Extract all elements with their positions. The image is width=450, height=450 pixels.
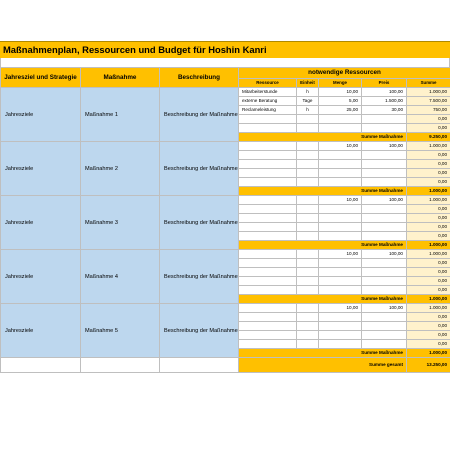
cell-preis[interactable] xyxy=(362,205,407,214)
cell-summe[interactable]: 0,00 xyxy=(407,124,450,133)
cell-summe[interactable]: 0,00 xyxy=(407,340,450,349)
cell-ressource[interactable] xyxy=(239,205,297,214)
cell-preis[interactable] xyxy=(362,232,407,241)
cell-menge[interactable] xyxy=(319,340,362,349)
total-row xyxy=(1,358,450,373)
cell-goal[interactable]: Jahresziele xyxy=(1,250,81,304)
cell-menge[interactable]: 10,00 xyxy=(319,196,362,205)
cell-einheit[interactable] xyxy=(297,169,319,178)
cell-ressource[interactable] xyxy=(239,250,297,259)
cell-ressource[interactable] xyxy=(239,196,297,205)
cell-summe[interactable]: 750,00 xyxy=(407,106,450,115)
cell-preis[interactable]: 100,00 xyxy=(362,250,407,259)
cell-goal[interactable]: Jahresziele xyxy=(1,142,81,196)
cell-ressource[interactable]: Mitarbeiterstunde xyxy=(239,88,297,97)
cell-ressource[interactable] xyxy=(239,286,297,295)
cell-measure[interactable]: Maßnahme 4 xyxy=(81,250,160,304)
cell-summe[interactable]: 7.500,00 xyxy=(407,97,450,106)
cell-einheit[interactable] xyxy=(297,313,319,322)
cell-einheit[interactable]: h xyxy=(297,88,319,97)
cell-einheit[interactable] xyxy=(297,259,319,268)
cell-summe[interactable]: 0,00 xyxy=(407,223,450,232)
cell-summe[interactable]: 1.000,00 xyxy=(407,250,450,259)
cell-einheit[interactable] xyxy=(297,151,319,160)
cell-einheit[interactable] xyxy=(297,331,319,340)
total-label[interactable]: Summe gesamt xyxy=(239,358,407,373)
cell-ressource[interactable] xyxy=(239,124,297,133)
cell-summe[interactable]: 0,00 xyxy=(407,259,450,268)
sheet-title: Maßnahmenplan, Ressourcen und Budget für Hoshin Kanri xyxy=(0,41,450,58)
cell-ressource[interactable] xyxy=(239,277,297,286)
cell-einheit[interactable]: Tage xyxy=(297,97,319,106)
cell-menge[interactable] xyxy=(319,232,362,241)
cell-einheit[interactable] xyxy=(297,322,319,331)
spreadsheet xyxy=(0,41,450,373)
total-empty-measure[interactable] xyxy=(81,358,160,373)
cell-preis[interactable] xyxy=(362,124,407,133)
cell-preis[interactable] xyxy=(362,151,407,160)
cell-preis[interactable] xyxy=(362,223,407,232)
cell-ressource[interactable] xyxy=(239,268,297,277)
measure-sum-value[interactable]: 1.000,00 xyxy=(407,295,450,304)
cell-preis[interactable] xyxy=(362,178,407,187)
measure-sum-label[interactable]: Summe Maßnahme xyxy=(239,295,407,304)
cell-ressource[interactable] xyxy=(239,160,297,169)
cell-menge[interactable] xyxy=(319,259,362,268)
cell-ressource[interactable] xyxy=(239,340,297,349)
cell-ressource[interactable] xyxy=(239,223,297,232)
cell-menge[interactable] xyxy=(319,268,362,277)
cell-ressource[interactable]: Reclameleistung xyxy=(239,106,297,115)
cell-preis[interactable] xyxy=(362,160,407,169)
cell-summe[interactable]: 1.000,00 xyxy=(407,304,450,313)
cell-preis[interactable]: 30,00 xyxy=(362,106,407,115)
cell-preis[interactable] xyxy=(362,277,407,286)
cell-summe[interactable]: 0,00 xyxy=(407,322,450,331)
cell-ressource[interactable] xyxy=(239,259,297,268)
cell-preis[interactable] xyxy=(362,331,407,340)
cell-ressource[interactable] xyxy=(239,178,297,187)
cell-measure[interactable]: Maßnahme 1 xyxy=(81,88,160,142)
header-einheit[interactable]: Einheit xyxy=(297,79,319,88)
cell-menge[interactable]: 10,00 xyxy=(319,304,362,313)
cell-ressource[interactable] xyxy=(239,115,297,124)
cell-goal[interactable]: Jahresziele xyxy=(1,196,81,250)
cell-preis[interactable]: 100,00 xyxy=(362,142,407,151)
cell-preis[interactable] xyxy=(362,169,407,178)
cell-menge[interactable]: 5,00 xyxy=(319,97,362,106)
cell-preis[interactable] xyxy=(362,313,407,322)
cell-preis[interactable] xyxy=(362,340,407,349)
cell-ressource[interactable] xyxy=(239,313,297,322)
cell-summe[interactable]: 0,00 xyxy=(407,313,450,322)
cell-summe[interactable]: 1.000,00 xyxy=(407,196,450,205)
cell-menge[interactable] xyxy=(319,115,362,124)
cell-summe[interactable]: 0,00 xyxy=(407,169,450,178)
cell-preis[interactable]: 100,00 xyxy=(362,304,407,313)
table-row xyxy=(1,196,450,205)
cell-summe[interactable]: 1.000,00 xyxy=(407,88,450,97)
cell-einheit[interactable] xyxy=(297,142,319,151)
cell-preis[interactable]: 100,00 xyxy=(362,196,407,205)
cell-summe[interactable]: 0,00 xyxy=(407,178,450,187)
cell-summe[interactable]: 0,00 xyxy=(407,214,450,223)
cell-summe[interactable]: 0,00 xyxy=(407,160,450,169)
cell-einheit[interactable] xyxy=(297,250,319,259)
cell-menge[interactable]: 10,00 xyxy=(319,250,362,259)
cell-menge[interactable] xyxy=(319,214,362,223)
cell-measure[interactable]: Maßnahme 5 xyxy=(81,304,160,358)
cell-menge[interactable] xyxy=(319,223,362,232)
spacer-row xyxy=(0,58,450,67)
cell-einheit[interactable] xyxy=(297,124,319,133)
cell-preis[interactable] xyxy=(362,115,407,124)
cell-ressource[interactable] xyxy=(239,304,297,313)
cell-einheit[interactable] xyxy=(297,196,319,205)
measure-sum-value[interactable]: 1.000,00 xyxy=(407,349,450,358)
cell-menge[interactable] xyxy=(319,160,362,169)
total-value[interactable]: 13.250,00 xyxy=(407,358,450,373)
header-measure[interactable]: Maßnahme xyxy=(81,68,160,88)
table-row xyxy=(1,250,450,259)
cell-einheit[interactable]: h xyxy=(297,106,319,115)
cell-summe[interactable]: 0,00 xyxy=(407,286,450,295)
cell-ressource[interactable] xyxy=(239,151,297,160)
cell-ressource[interactable] xyxy=(239,169,297,178)
cell-preis[interactable] xyxy=(362,214,407,223)
cell-description[interactable]: Beschreibung der Maßnahme xyxy=(160,88,239,142)
measure-sum-value[interactable]: 1.000,00 xyxy=(407,187,450,196)
header-ressource[interactable]: Ressource xyxy=(239,79,297,88)
cell-einheit[interactable] xyxy=(297,277,319,286)
cell-menge[interactable] xyxy=(319,331,362,340)
cell-einheit[interactable] xyxy=(297,115,319,124)
measure-sum-label[interactable]: Summe Maßnahme xyxy=(239,241,407,250)
cell-menge[interactable] xyxy=(319,124,362,133)
cell-einheit[interactable] xyxy=(297,340,319,349)
header-resources-group[interactable]: notwendige Ressourcen xyxy=(239,68,450,79)
cell-summe[interactable]: 0,00 xyxy=(407,205,450,214)
header-goal[interactable]: Jahresziel und Strategie xyxy=(1,68,81,88)
cell-ressource[interactable]: externe Beratung xyxy=(239,97,297,106)
cell-einheit[interactable] xyxy=(297,268,319,277)
cell-menge[interactable]: 10,00 xyxy=(319,88,362,97)
measure-sum-label[interactable]: Summe Maßnahme xyxy=(239,349,407,358)
cell-goal[interactable]: Jahresziele xyxy=(1,304,81,358)
cell-menge[interactable]: 10,00 xyxy=(319,142,362,151)
cell-preis[interactable]: 100,00 xyxy=(362,88,407,97)
table-row xyxy=(1,142,450,151)
cell-summe[interactable]: 0,00 xyxy=(407,331,450,340)
cell-ressource[interactable] xyxy=(239,232,297,241)
cell-ressource[interactable] xyxy=(239,214,297,223)
cell-summe[interactable]: 0,00 xyxy=(407,232,450,241)
total-empty-description[interactable] xyxy=(160,358,239,373)
cell-preis[interactable]: 1.500,00 xyxy=(362,97,407,106)
cell-menge[interactable] xyxy=(319,151,362,160)
cell-menge[interactable]: 25,00 xyxy=(319,106,362,115)
measure-sum-value[interactable]: 9.250,00 xyxy=(407,133,450,142)
cell-summe[interactable]: 0,00 xyxy=(407,277,450,286)
cell-summe[interactable]: 0,00 xyxy=(407,115,450,124)
measure-sum-label[interactable]: Summe Maßnahme xyxy=(239,133,407,142)
cell-einheit[interactable] xyxy=(297,160,319,169)
cell-menge[interactable] xyxy=(319,169,362,178)
cell-measure[interactable]: Maßnahme 2 xyxy=(81,142,160,196)
cell-einheit[interactable] xyxy=(297,214,319,223)
cell-ressource[interactable] xyxy=(239,331,297,340)
cell-description[interactable]: Beschreibung der Maßnahme xyxy=(160,196,239,250)
cell-einheit[interactable] xyxy=(297,223,319,232)
cell-menge[interactable] xyxy=(319,322,362,331)
cell-einheit[interactable] xyxy=(297,232,319,241)
table-row xyxy=(1,304,450,313)
cell-summe[interactable]: 0,00 xyxy=(407,151,450,160)
cell-description[interactable]: Beschreibung der Maßnahme xyxy=(160,250,239,304)
cell-description[interactable]: Beschreibung der Maßnahme xyxy=(160,142,239,196)
cell-description[interactable]: Beschreibung der Maßnahme xyxy=(160,304,239,358)
cell-ressource[interactable] xyxy=(239,142,297,151)
cell-menge[interactable] xyxy=(319,286,362,295)
cell-measure[interactable]: Maßnahme 3 xyxy=(81,196,160,250)
cell-menge[interactable] xyxy=(319,277,362,286)
cell-einheit[interactable] xyxy=(297,178,319,187)
cell-preis[interactable] xyxy=(362,286,407,295)
header-preis[interactable]: Preis xyxy=(362,79,407,88)
measure-sum-label[interactable]: Summe Maßnahme xyxy=(239,187,407,196)
plan-table xyxy=(0,67,450,373)
table-row xyxy=(1,88,450,97)
total-empty-goal[interactable] xyxy=(1,358,81,373)
cell-preis[interactable] xyxy=(362,268,407,277)
cell-summe[interactable]: 0,00 xyxy=(407,268,450,277)
cell-einheit[interactable] xyxy=(297,205,319,214)
cell-summe[interactable]: 1.000,00 xyxy=(407,142,450,151)
cell-ressource[interactable] xyxy=(239,322,297,331)
cell-preis[interactable] xyxy=(362,322,407,331)
cell-einheit[interactable] xyxy=(297,304,319,313)
header-description[interactable]: Beschreibung xyxy=(160,68,239,88)
cell-einheit[interactable] xyxy=(297,286,319,295)
cell-goal[interactable]: Jahresziele xyxy=(1,88,81,142)
cell-menge[interactable] xyxy=(319,178,362,187)
measure-sum-value[interactable]: 1.000,00 xyxy=(407,241,450,250)
header-summe[interactable]: Summe xyxy=(407,79,450,88)
table-body xyxy=(1,68,450,373)
header-menge[interactable]: Menge xyxy=(319,79,362,88)
cell-menge[interactable] xyxy=(319,313,362,322)
cell-menge[interactable] xyxy=(319,205,362,214)
cell-preis[interactable] xyxy=(362,259,407,268)
